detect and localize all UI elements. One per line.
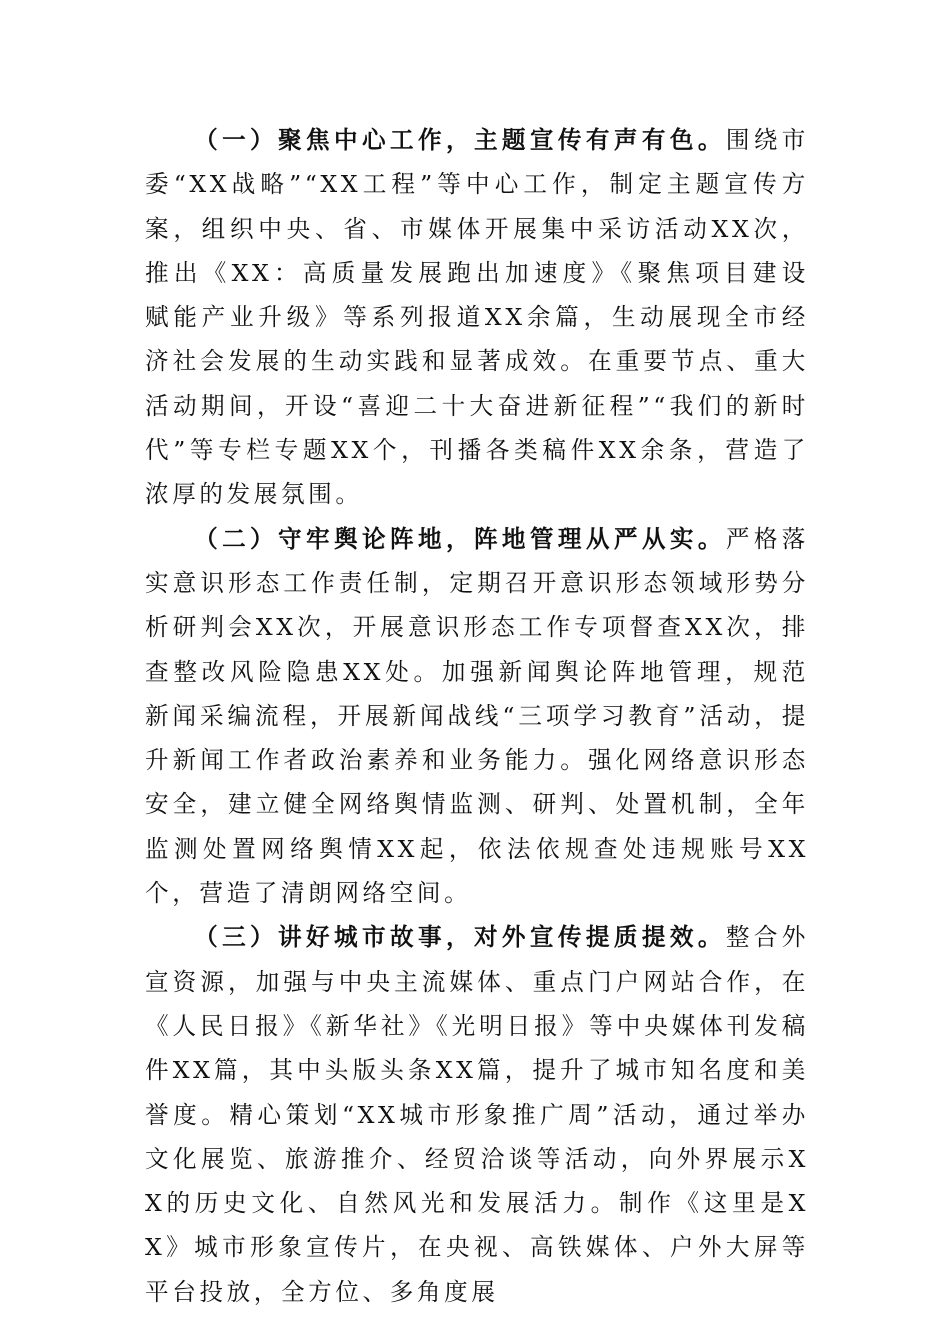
paragraph-city-story-external-publicity: [145, 915, 809, 1314]
document-page: [145, 118, 809, 1314]
paragraph-body-3: 整合外宣资源，加强与中央主流媒体、重点门户网站合作，在《人民日报》《新华社》《光明日报》等中央媒体刊发稿件XX篇，其中头版头条XX篇，提升了城市知名度和美誉度。精心策划“XX城市形象推广周”活动，通过举办文化展览、旅游推介、经贸洽谈等活动，向外界展示XX的历史文化、自然风光和发展活力。制作《这里是XX》城市形象宣传片，在央视、高铁媒体、户外大屏等平台投放，全方位、多角度展: [145, 923, 809, 1306]
section-heading-2: （二）守牢舆论阵地，阵地管理从严从实。: [194, 524, 726, 553]
paragraph-public-opinion-front: [145, 517, 809, 916]
section-heading-1: （一）聚焦中心工作，主题宣传有声有色。: [194, 126, 726, 154]
paragraph-central-work-publicity: [145, 118, 809, 517]
section-heading-3: （三）讲好城市故事，对外宣传提质提效。: [194, 923, 726, 952]
paragraph-body-2: 严格落实意识形态工作责任制，定期召开意识形态领域形势分析研判会XX次，开展意识形态工作专项督查XX次，排查整改风险隐患XX处。加强新闻舆论阵地管理，规范新闻采编流程，开展新闻战线“三项学习教育”活动，提升新闻工作者政治素养和业务能力。强化网络意识形态安全，建立健全网络舆情监测、研判、处置机制，全年监测处置网络舆情XX起，依法依规查处违规账号XX个，营造了清朗网络空间。: [145, 524, 809, 908]
paragraph-body-1: 围绕市委“XX战略”“XX工程”等中心工作，制定主题宣传方案，组织中央、省、市媒体开展集中采访活动XX次，推出《XX：高质量发展跑出加速度》《聚焦项目建设 赋能产业升级》等系列报道XX余篇，生动展现全市经济社会发展的生动实践和显著成效。在重要节点、重大活动期间，开设“喜迎二十大奋进新征程”“我们的新时代”等专栏专题XX个，刊播各类稿件XX余条，营造了浓厚的发展氛围。: [145, 126, 809, 509]
